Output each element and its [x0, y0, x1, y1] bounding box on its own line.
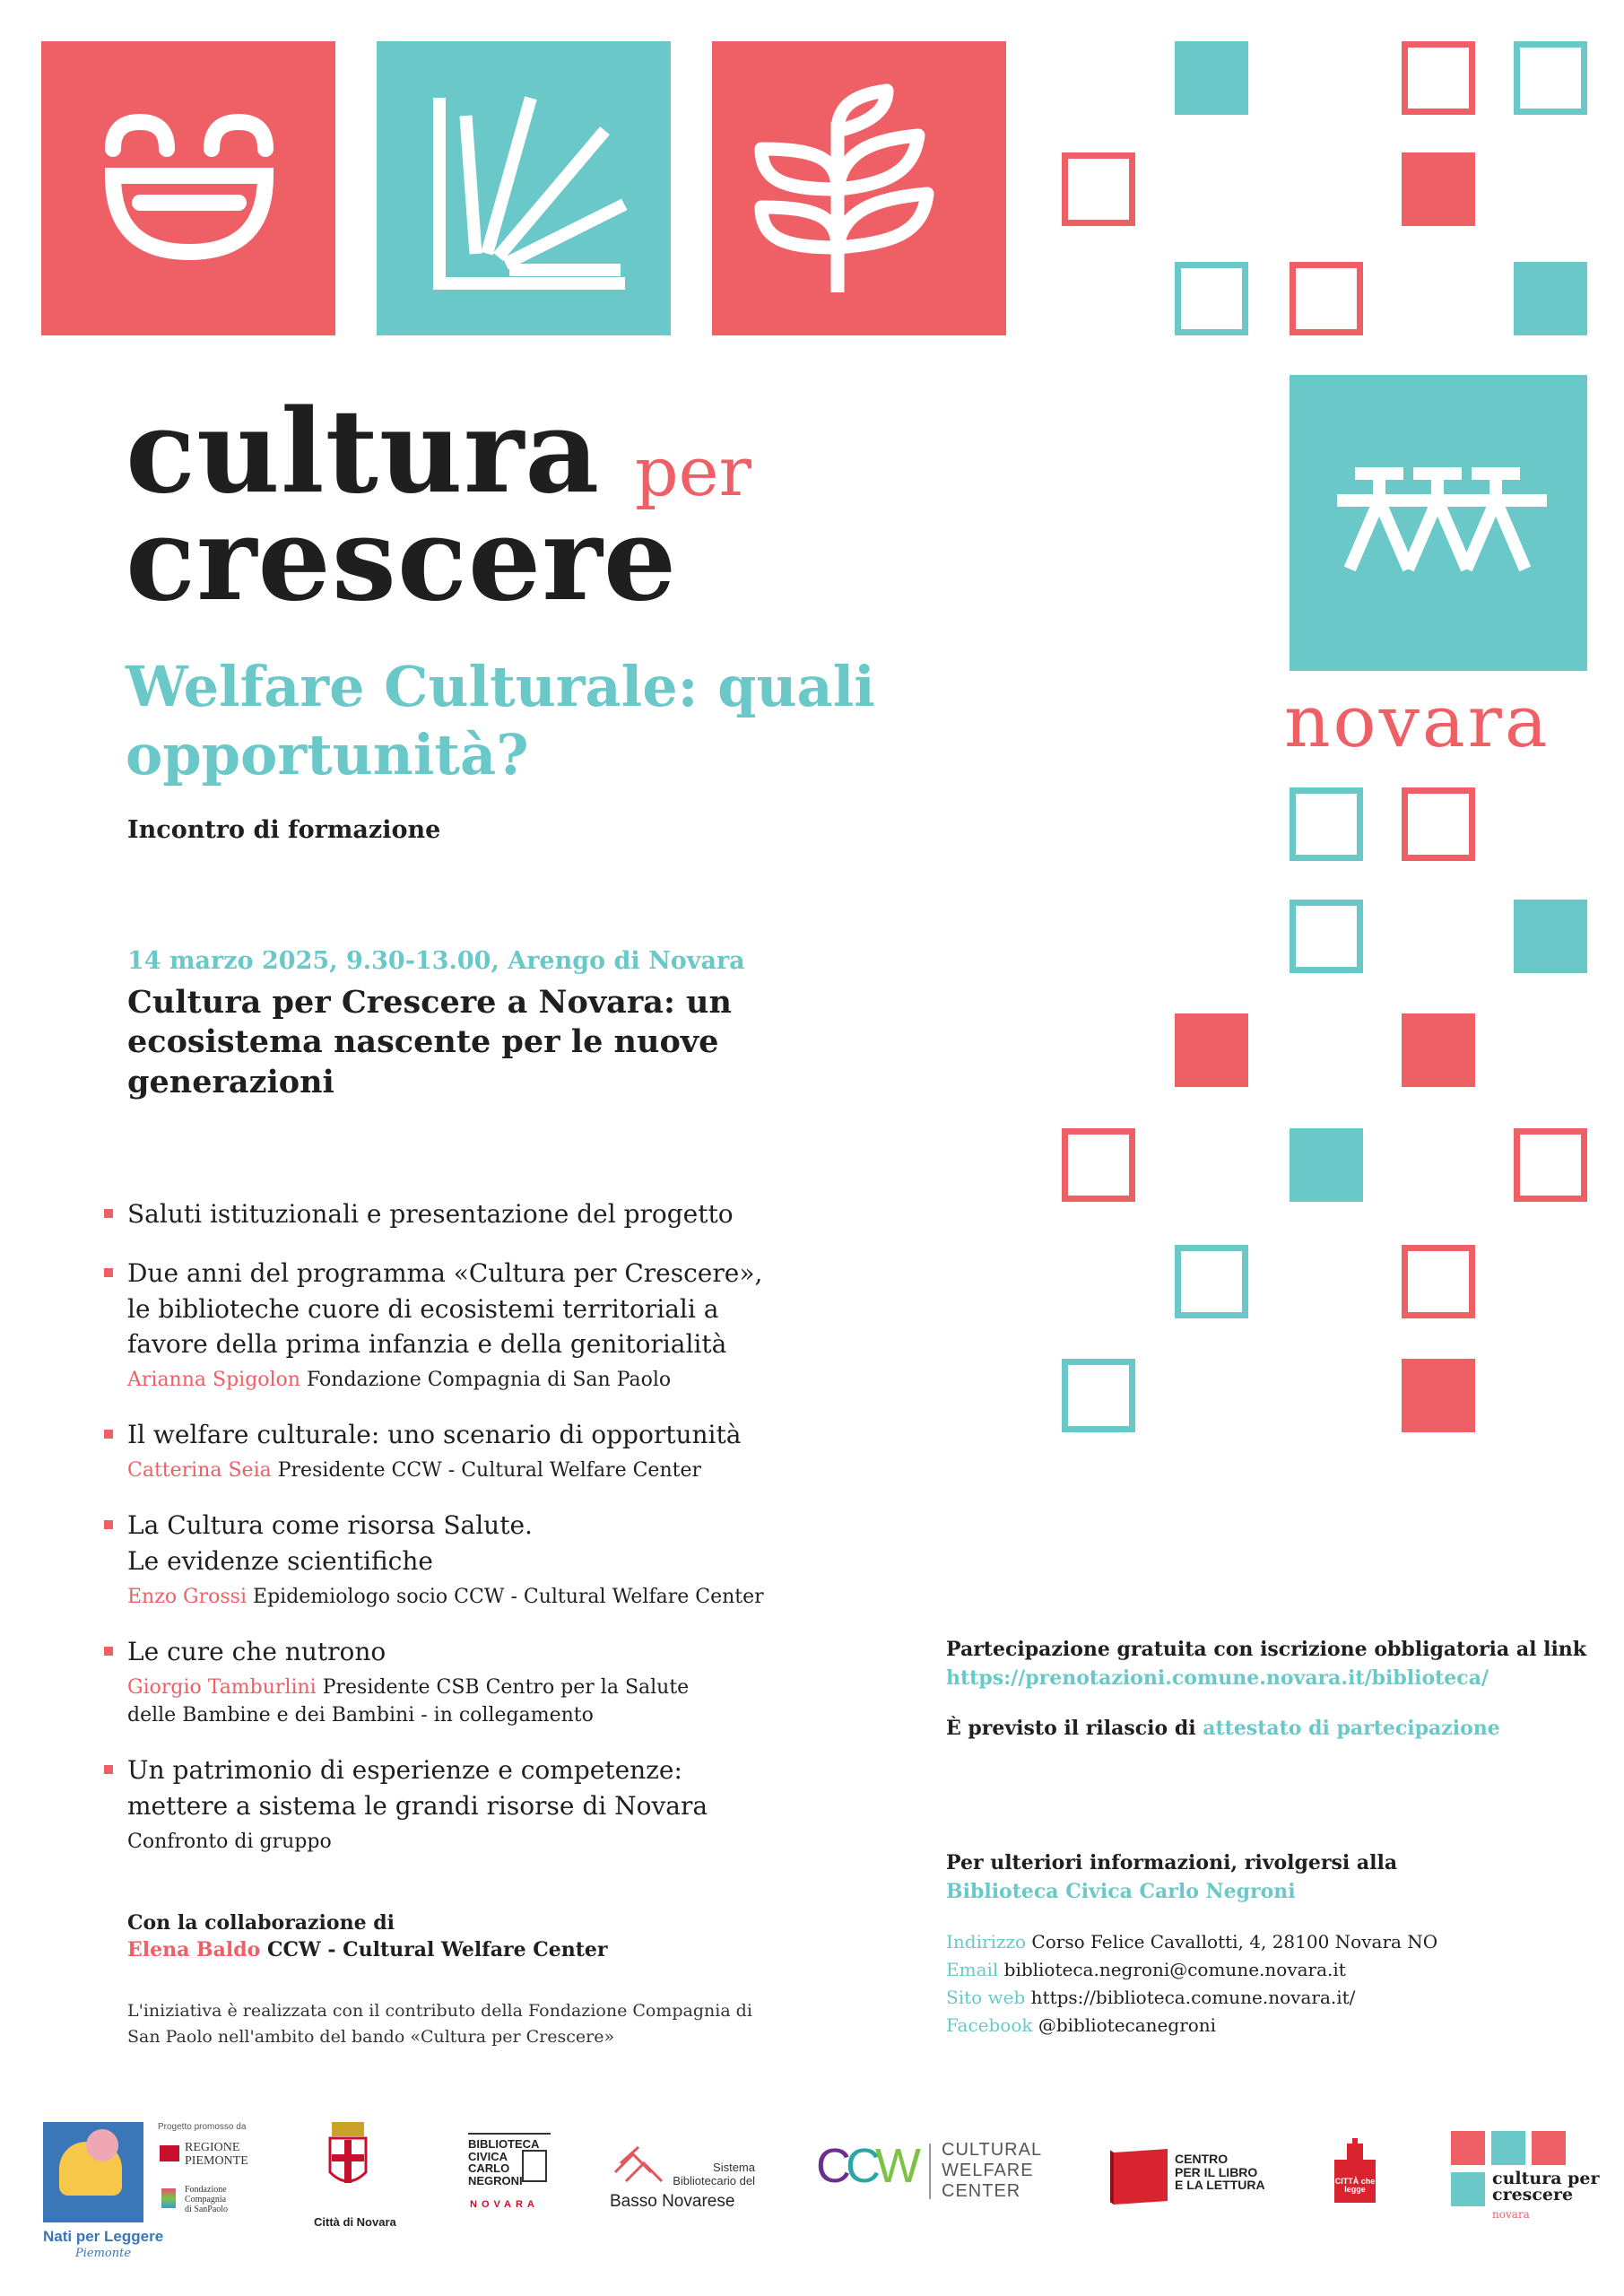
cepell-book-icon	[1110, 2145, 1171, 2208]
deco-square	[1402, 787, 1475, 861]
bullet-icon	[104, 1268, 113, 1277]
sprout-icon	[712, 41, 1006, 335]
bullet-icon	[104, 1520, 113, 1529]
regione-flag-icon	[160, 2145, 179, 2161]
event-subtitle: Welfare Culturale: quali opportunità?	[126, 654, 875, 788]
fondazione-csp: Fondazione Compagnia di SanPaolo	[185, 2185, 229, 2214]
agenda-item	[104, 1256, 911, 1394]
collaborator-name: Elena Baldo	[127, 1937, 261, 1961]
deco-square	[1402, 152, 1475, 226]
contact-facebook	[946, 2012, 1592, 2039]
cpc-small-logo	[1451, 2131, 1607, 2230]
speaker-role: Confronto di gruppo	[127, 1830, 332, 1853]
citta-che-legge-icon	[1331, 2138, 1379, 2206]
contacts-library: Biblioteca Civica Carlo Negroni	[946, 1879, 1296, 1903]
cepell-text: CENTRO PER IL LIBRO E LA LETTURA	[1175, 2152, 1265, 2193]
book-shelf-icon	[522, 2150, 547, 2182]
collaboration	[127, 1910, 608, 1963]
deco-square	[1062, 1128, 1135, 1202]
biblioteca-negroni: BIBLIOTECA CIVICA CARLO NEGRONI	[468, 2137, 540, 2187]
npl-name: Nati per Leggere	[43, 2228, 164, 2245]
registration-link[interactable]: https://prenotazioni.comune.novara.it/biblioteca/	[946, 1665, 1489, 1690]
contact-email	[946, 1956, 1592, 1984]
contact-facebook-value[interactable]: @bibliotecanegroni	[1032, 2013, 1217, 2036]
novara-tile	[1290, 375, 1587, 671]
speaker-name: Enzo Grossi	[127, 1585, 248, 1608]
contact-web-value[interactable]: https://biblioteca.comune.novara.it/	[1025, 1986, 1356, 2008]
agenda-speaker	[127, 1674, 911, 1729]
agenda-item	[104, 1417, 911, 1484]
bullet-icon	[104, 1647, 113, 1656]
collaboration-label: Con la collaborazione di	[127, 1911, 395, 1935]
ccw-mark-w: W	[875, 2139, 916, 2193]
ccw-mark-c2: C	[846, 2139, 875, 2193]
collaborator-org: CCW - Cultural Welfare Center	[260, 1937, 608, 1961]
ccw-divider	[929, 2144, 931, 2199]
sistema-basso-novarese: Basso Novarese	[610, 2192, 735, 2211]
agenda-speaker	[127, 1457, 911, 1484]
agenda-list	[104, 1196, 911, 1879]
smile-face-icon	[41, 41, 335, 335]
event-kicker: Incontro di formazione	[127, 816, 441, 844]
regione-piemonte: REGIONE PIEMONTE	[185, 2141, 248, 2168]
deco-square	[1175, 1013, 1248, 1087]
contacts-intro: Per ulteriori informazioni, rivolgersi alla	[946, 1851, 1398, 1874]
title-cultura: cultura	[126, 385, 601, 519]
cpc-small-text: cultura per crescere	[1492, 2169, 1600, 2205]
agenda-item-title: Il welfare culturale: uno scenario di opportunità	[127, 1420, 742, 1450]
deco-square	[1514, 41, 1587, 115]
ccw-text: CULTURAL WELFARE CENTER	[942, 2140, 1043, 2201]
agenda-item	[104, 1752, 911, 1856]
deco-square	[1062, 152, 1135, 226]
title-per: per	[635, 431, 751, 511]
sistema-line2: Bibliotecario del	[673, 2173, 755, 2187]
cpc-plant-tile	[1532, 2131, 1566, 2165]
agenda-item-title: Un patrimonio di esperienze e competenze: mettere a sistema le grandi risorse di Novara	[127, 1755, 708, 1821]
registration-block	[946, 1636, 1592, 1744]
sistema-line1: Sistema	[713, 2161, 755, 2174]
book-rays-tile	[377, 41, 671, 335]
agenda-item-title: Le cure che nutrono	[127, 1636, 386, 1666]
agenda-speaker	[127, 1828, 911, 1856]
contact-email-value[interactable]: biblioteca.negroni@comune.novara.it	[998, 1958, 1346, 1980]
smile-tile	[41, 41, 335, 335]
deco-square	[1290, 1128, 1363, 1202]
certificate-line	[946, 1715, 1592, 1744]
event-date-place: 14 marzo 2025, 9.30-13.00, Arengo di Novara	[127, 947, 745, 975]
nati-per-leggere-logo	[43, 2122, 143, 2222]
speaker-name: Arianna Spigolon	[127, 1369, 300, 1391]
certificate-link: attestato di partecipazione	[1203, 1716, 1500, 1740]
cpc-towers-tile	[1451, 2172, 1485, 2206]
speaker-name: Catterina Seia	[127, 1458, 272, 1482]
agenda-speaker	[127, 1583, 911, 1611]
novara-crest-icon	[323, 2118, 373, 2199]
citta-di-novara: Città di Novara	[314, 2215, 396, 2229]
deco-square	[1290, 900, 1363, 973]
plant-tile	[712, 41, 1006, 335]
speaker-role: Fondazione Compagnia di San Paolo	[300, 1369, 672, 1391]
contact-address	[946, 1928, 1592, 1956]
event-talk-title: Cultura per Crescere a Novara: un ecosistema nascente per le nuove generazioni	[127, 984, 732, 1100]
deco-square	[1402, 1245, 1475, 1318]
agenda-item-title: Saluti istituzionali e presentazione del progetto	[127, 1199, 734, 1229]
registration-text: Partecipazione gratuita con iscrizione obbligatoria al link	[946, 1638, 1587, 1661]
contacts-block	[946, 1849, 1592, 2039]
deco-square	[1290, 262, 1363, 335]
speaker-name: Giorgio Tamburlini	[127, 1675, 317, 1699]
cpc-small-novara: novara	[1492, 2208, 1530, 2221]
promoted-by: Progetto promosso da	[158, 2122, 247, 2132]
speaker-role: Epidemiologo socio CCW - Cultural Welfare Center	[247, 1585, 764, 1608]
biblioteca-rule	[468, 2133, 551, 2135]
deco-square	[1175, 1245, 1248, 1318]
bullet-icon	[104, 1209, 113, 1218]
deco-square	[1290, 787, 1363, 861]
agenda-item	[104, 1196, 911, 1232]
agenda-speaker	[127, 1366, 911, 1394]
bullet-icon	[104, 1430, 113, 1439]
contact-address-label: Indirizzo	[946, 1930, 1027, 1952]
agenda-item	[104, 1634, 911, 1729]
contact-web-label: Sito web	[946, 1986, 1026, 2008]
open-book-icon	[377, 41, 671, 335]
contribution-note: L'iniziativa è realizzata con il contributo della Fondazione Compagnia di San Paolo nell'ambito del bando «Cultura per Crescere»	[127, 2001, 752, 2047]
ccw-mark-c1: C	[816, 2139, 846, 2193]
deco-square	[1402, 1013, 1475, 1087]
bullet-icon	[104, 1765, 113, 1774]
novara-towers-icon	[1290, 375, 1587, 671]
agenda-item-title: Due anni del programma «Cultura per Crescere», le biblioteche cuore di ecosistemi territoriali a favore della prima infanzia e della genitorialità	[127, 1257, 763, 1360]
sistema-mark-icon	[612, 2145, 667, 2190]
contact-address-value: Corso Felice Cavallotti, 4, 28100 Novara NO	[1026, 1930, 1438, 1952]
agenda-item-title: La Cultura come risorsa Salute. Le evidenze scientifiche	[127, 1510, 533, 1576]
contact-facebook-label: Facebook	[946, 2013, 1033, 2036]
title-crescere: crescere	[126, 492, 678, 627]
deco-square	[1514, 1128, 1587, 1202]
sistema-lines	[664, 2161, 755, 2188]
ccw-mark	[816, 2139, 916, 2193]
deco-square	[1062, 1359, 1135, 1432]
deco-square	[1514, 262, 1587, 335]
contact-email-label: Email	[946, 1958, 999, 1980]
certificate-prefix: È previsto il rilascio di	[946, 1716, 1203, 1740]
npl-region: Piemonte	[75, 2247, 132, 2260]
biblioteca-city: NOVARA	[470, 2199, 539, 2210]
novara-label: novara	[1284, 680, 1550, 763]
cpc-smile-tile	[1451, 2131, 1485, 2165]
deco-square	[1514, 900, 1587, 973]
cpc-book-tile	[1491, 2131, 1525, 2165]
citta-che-legge-text: CITTÀ che legge	[1334, 2177, 1376, 2194]
deco-square	[1175, 41, 1248, 115]
fondazione-mark-icon	[161, 2188, 176, 2208]
deco-square	[1402, 1359, 1475, 1432]
deco-square	[1175, 262, 1248, 335]
agenda-item	[104, 1508, 911, 1611]
deco-square	[1402, 41, 1475, 115]
speaker-role: Presidente CCW - Cultural Welfare Center	[271, 1458, 701, 1482]
contact-web	[946, 1984, 1592, 2012]
speaker-role: Presidente CSB Centro per la Salute delle Bambine e dei Bambini - in collegamento	[127, 1675, 690, 1726]
child-head-icon	[86, 2129, 118, 2161]
